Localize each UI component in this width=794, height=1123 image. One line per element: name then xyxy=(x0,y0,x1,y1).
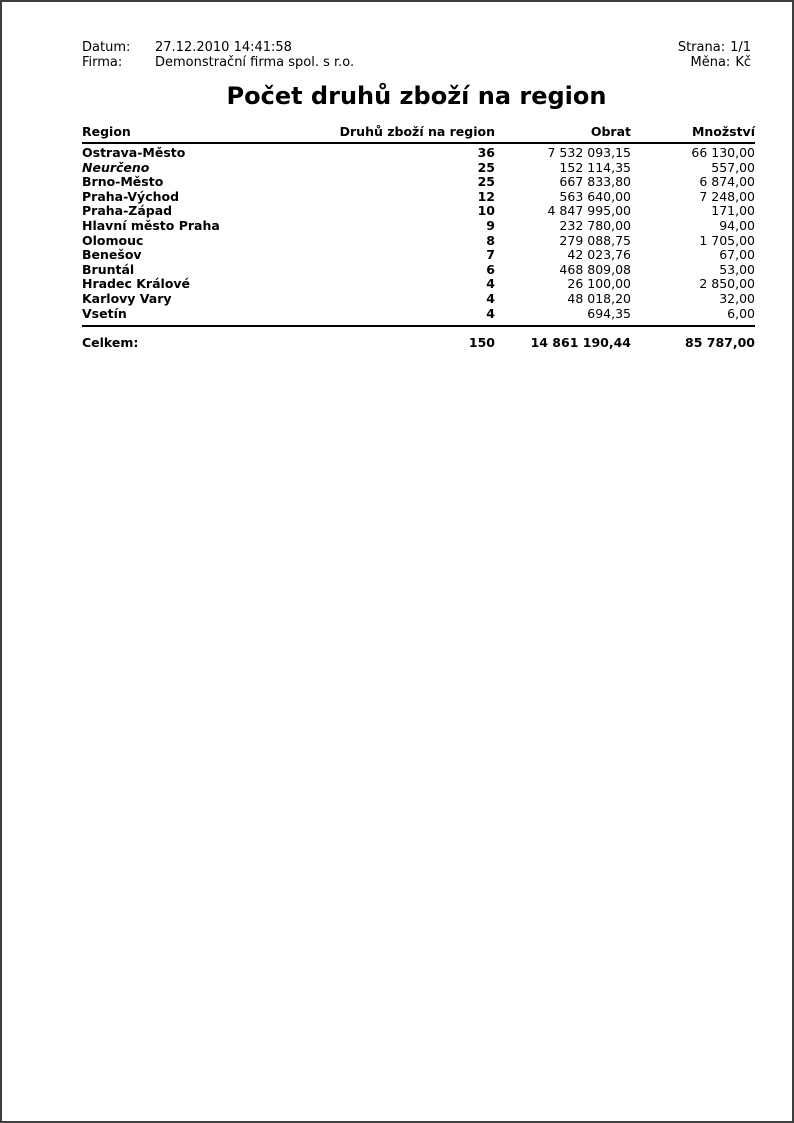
strana-value: 1/1 xyxy=(730,40,751,55)
mena-label: Měna: xyxy=(690,55,731,70)
report-table xyxy=(82,124,755,350)
cell-mnozstvi: 171,00 xyxy=(711,203,755,219)
table-row xyxy=(82,161,755,176)
totals-label: Celkem: xyxy=(82,335,139,351)
cell-druhy: 9 xyxy=(486,217,495,233)
cell-region: Hlavní město Praha xyxy=(82,218,220,233)
cell-mnozstvi: 94,00 xyxy=(719,217,755,233)
cell-region: Bruntál xyxy=(82,262,135,277)
cell-region: Praha-Východ xyxy=(82,189,180,204)
cell-region: Ostrava-Město xyxy=(82,146,186,160)
cell-region: Karlovy Vary xyxy=(82,291,172,306)
table-row xyxy=(82,292,755,307)
cell-druhy: 25 xyxy=(477,174,495,190)
mena-value: Kč xyxy=(735,55,751,70)
meta-datum-row xyxy=(82,40,354,55)
cell-region: Benešov xyxy=(82,248,142,263)
column-header-druhy: Druhů zboží na region xyxy=(339,124,495,139)
cell-druhy: 4 xyxy=(486,290,495,306)
cell-obrat: 152 114,35 xyxy=(559,159,631,175)
cell-obrat: 4 847 995,00 xyxy=(547,203,631,219)
cell-obrat: 694,35 xyxy=(587,305,631,321)
cell-mnozstvi: 53,00 xyxy=(719,261,755,277)
page-title: Počet druhů zboží na region xyxy=(226,82,607,110)
cell-mnozstvi: 67,00 xyxy=(719,247,755,263)
table-row xyxy=(82,234,755,249)
cell-mnozstvi: 557,00 xyxy=(711,159,755,175)
strana-label: Strana: xyxy=(677,40,726,55)
cell-obrat: 232 780,00 xyxy=(559,217,631,233)
cell-druhy: 12 xyxy=(477,188,495,204)
meta-firma-row xyxy=(82,55,354,70)
cell-mnozstvi: 6 874,00 xyxy=(699,174,755,190)
cell-druhy: 10 xyxy=(477,203,495,219)
table-row xyxy=(82,263,755,278)
table-row xyxy=(82,190,755,205)
firma-label: Firma: xyxy=(82,55,123,70)
table-row xyxy=(82,307,755,322)
datum-label: Datum: xyxy=(82,40,131,55)
cell-region: Olomouc xyxy=(82,233,144,248)
cell-mnozstvi: 32,00 xyxy=(719,290,755,306)
cell-obrat: 48 018,20 xyxy=(567,290,631,306)
table-row xyxy=(82,219,755,234)
cell-obrat: 7 532 093,15 xyxy=(547,145,631,160)
totals-mnozstvi-value: 85 787,00 xyxy=(685,335,755,351)
cell-region: Brno-Město xyxy=(82,175,164,190)
cell-obrat: 279 088,75 xyxy=(559,232,631,248)
table-row xyxy=(82,146,755,161)
cell-druhy: 4 xyxy=(486,305,495,321)
cell-region: Vsetín xyxy=(82,306,127,321)
table-body xyxy=(82,144,755,321)
column-header-region: Region xyxy=(82,124,131,139)
cell-obrat: 26 100,00 xyxy=(567,276,631,292)
report-meta xyxy=(82,40,751,70)
totals-row xyxy=(82,327,755,350)
cell-obrat: 42 023,76 xyxy=(567,247,631,263)
table-row xyxy=(82,204,755,219)
meta-mena-row xyxy=(678,55,751,70)
meta-strana-row xyxy=(678,40,751,55)
cell-region: Neurčeno xyxy=(82,160,150,175)
cell-druhy: 36 xyxy=(477,145,495,160)
cell-obrat: 468 809,08 xyxy=(559,261,631,277)
cell-obrat: 563 640,00 xyxy=(559,188,631,204)
cell-obrat: 667 833,80 xyxy=(559,174,631,190)
meta-left xyxy=(82,40,354,70)
table-header-row xyxy=(82,124,755,144)
totals-obrat-value: 14 861 190,44 xyxy=(530,335,631,351)
cell-mnozstvi: 1 705,00 xyxy=(699,232,755,248)
cell-mnozstvi: 66 130,00 xyxy=(691,145,755,160)
cell-druhy: 6 xyxy=(486,261,495,277)
table-row xyxy=(82,175,755,190)
totals-druhy-value: 150 xyxy=(468,335,495,351)
report-content xyxy=(2,2,792,350)
meta-right xyxy=(678,40,751,70)
cell-mnozstvi: 7 248,00 xyxy=(699,188,755,204)
table-row xyxy=(82,248,755,263)
cell-mnozstvi: 2 850,00 xyxy=(699,276,755,292)
column-header-mnozstvi: Množství xyxy=(691,124,755,139)
column-header-obrat: Obrat xyxy=(590,124,631,139)
datum-value: 27.12.2010 14:41:58 xyxy=(155,40,292,55)
cell-druhy: 8 xyxy=(486,232,495,248)
cell-region: Hradec Králové xyxy=(82,277,191,292)
table-row xyxy=(82,277,755,292)
firma-value: Demonstrační firma spol. s r.o. xyxy=(155,55,355,70)
cell-mnozstvi: 6,00 xyxy=(727,305,755,321)
cell-region: Praha-Západ xyxy=(82,204,173,219)
cell-druhy: 7 xyxy=(486,247,495,263)
cell-druhy: 25 xyxy=(477,159,495,175)
cell-druhy: 4 xyxy=(486,276,495,292)
